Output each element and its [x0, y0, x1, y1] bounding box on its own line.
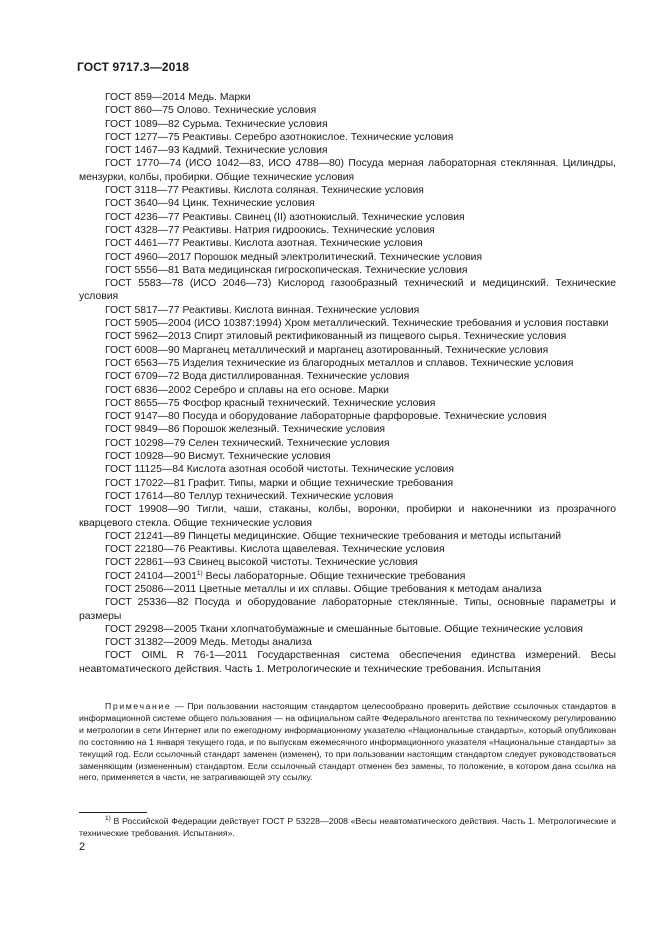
reference-item: ГОСТ 6008—90 Марганец металлический и марганец азотированный. Технические условия: [105, 344, 549, 356]
reference-item: ГОСТ 5556—81 Вата медицинская гигроскопическая. Технические условия: [105, 264, 468, 276]
reference-item: ГОСТ 4461—77 Реактивы. Кислота азотная. Технические условия: [105, 238, 423, 250]
footnote-separator: [79, 812, 147, 813]
reference-code: ГОСТ 24104—2001: [105, 570, 197, 582]
reference-item: ГОСТ 859—2014 Медь. Марки: [105, 92, 251, 103]
reference-item: ГОСТ 25086—2011 Цветные металлы и их сплавы. Общие требования к методам анализа: [105, 583, 542, 595]
footnote-ref-mark: 1): [196, 569, 203, 577]
reference-item: ГОСТ 31382—2009 Медь. Методы анализа: [105, 637, 312, 649]
note-paragraph: [79, 701, 616, 784]
reference-item: ГОСТ 17614—80 Теллур технический. Технические условия: [105, 490, 394, 502]
reference-item: ГОСТ 10928—90 Висмут. Технические условия: [105, 451, 331, 463]
reference-item: ГОСТ OIML R 76-1—2011 Государственная система обеспечения единства измерений. Весы неавтоматического действия. Часть 1. Метрологические и технические требования. Испытания: [79, 650, 616, 675]
reference-item: ГОСТ 1277—75 Реактивы. Серебро азотнокислое. Технические условия: [105, 131, 454, 143]
footnote: [79, 815, 616, 839]
footnote-mark: 1): [105, 815, 111, 822]
reference-item: ГОСТ 21241—89 Пинцеты медицинские. Общие технические требования и методы испытаний: [105, 530, 562, 542]
reference-item: ГОСТ 5817—77 Реактивы. Кислота винная. Технические условия: [105, 304, 420, 316]
reference-item: ГОСТ 1770—74 (ИСО 1042—83, ИСО 4788—80) Посуда мерная лабораторная стеклянная. Цилиндры, мензурки, колбы, пробирки. Общие технические условия: [79, 158, 616, 183]
reference-item: ГОСТ 8655—75 Фосфор красный технический. Технические условия: [105, 397, 436, 409]
reference-item: ГОСТ 22180—76 Реактивы. Кислота щавелевая. Технические условия: [105, 544, 445, 556]
reference-item: ГОСТ 3640—94 Цинк. Технические условия: [105, 198, 315, 210]
reference-item: ГОСТ 4960—2017 Порошок медный электролитический. Технические условия: [105, 251, 483, 263]
reference-item: ГОСТ 3118—77 Реактивы. Кислота соляная. Технические условия: [105, 185, 424, 197]
reference-item: ГОСТ 5905—2004 (ИСО 10387:1994) Хром металлический. Технические требования и условия поставки: [105, 318, 609, 330]
reference-item: ГОСТ 22861—93 Свинец высокой чистоты. Технические условия: [105, 557, 418, 569]
reference-item: ГОСТ 5962—2013 Спирт этиловый ректификованный из пищевого сырья. Технические условия: [105, 331, 567, 343]
reference-item: ГОСТ 9849—86 Порошок железный. Технические условия: [105, 424, 386, 436]
reference-item: ГОСТ 860—75 Олово. Технические условия: [105, 105, 317, 117]
reference-title: Весы лабораторные. Общие технические требования: [202, 570, 466, 582]
page-number: 2: [79, 841, 86, 853]
footnote-text: В Российской Федерации действует ГОСТ Р 53228—2008 «Весы неавтоматического действия. Часть 1. Метрологические и технические требования. Испытания».: [79, 816, 616, 838]
note-label: Примечание: [105, 701, 172, 711]
reference-item: ГОСТ 9147—80 Посуда и оборудование лабораторные фарфоровые. Технические условия: [105, 411, 547, 423]
reference-item: ГОСТ 1467—93 Кадмий. Технические условия: [105, 145, 328, 157]
reference-item: ГОСТ 29298—2005 Ткани хлопчатобумажные и смешанные бытовые. Общие технические условия: [105, 623, 583, 635]
reference-item: ГОСТ 19908—90 Тигли, чаши, стаканы, колбы, воронки, пробирки и наконечники из прозрачного кварцевого стекла. Общие технические условия: [79, 504, 616, 529]
reference-item: ГОСТ 10298—79 Селен технический. Технические условия: [105, 437, 390, 449]
reference-item: ГОСТ 6836—2002 Серебро и сплавы на его основе. Марки: [105, 384, 389, 396]
reference-item: ГОСТ 4236—77 Реактивы. Свинец (II) азотнокислый. Технические условия: [105, 211, 465, 223]
reference-item: ГОСТ 17022—81 Графит. Типы, марки и общие технические требования: [105, 477, 454, 489]
reference-item: ГОСТ 6563—75 Изделия технические из благородных металлов и сплавов. Технические условия: [105, 357, 574, 369]
reference-item: ГОСТ 5583—78 (ИСО 2046—73) Кислород газообразный технический и медицинский. Технические условия: [79, 278, 616, 303]
reference-list: [79, 91, 616, 676]
reference-item: ГОСТ 6709—72 Вода дистиллированная. Технические условия: [105, 371, 410, 383]
document-header: ГОСТ 9717.3—2018: [77, 60, 190, 74]
reference-item: ГОСТ 4328—77 Реактивы. Натрия гидроокись. Технические условия: [105, 224, 435, 236]
reference-item: ГОСТ 11125—84 Кислота азотная особой чистоты. Технические условия: [105, 464, 454, 476]
reference-item: ГОСТ 1089—82 Сурьма. Технические условия: [105, 118, 328, 130]
reference-item-footnoted: [79, 570, 616, 583]
reference-item: ГОСТ 25336—82 Посуда и оборудование лабораторные стеклянные. Типы, основные параметры и размеры: [79, 597, 616, 622]
note-text: — При пользовании настоящим стандартом целесообразно проверить действие ссылочных стандартов в информационной системе общего пользования — на официальном сайте Федерального агентства по техническому регулированию и метрологии в сети Интернет или по ежегодному информационному указателю «Национальные стандарты», который опубликован по состоянию на 1 января текущего года, и по выпускам ежемесячного информационного указателя «Национальные стандарты» за текущий год. Если ссылочный стандарт заменен (изменен), то при пользовании настоящим стандартом следует руководствоваться заменяющим (измененным) стандартом. Если ссылочный стандарт отменен без замены, то положение, в котором дана ссылка на него, применяется в части, не затрагивающей эту ссылку.: [79, 701, 616, 783]
